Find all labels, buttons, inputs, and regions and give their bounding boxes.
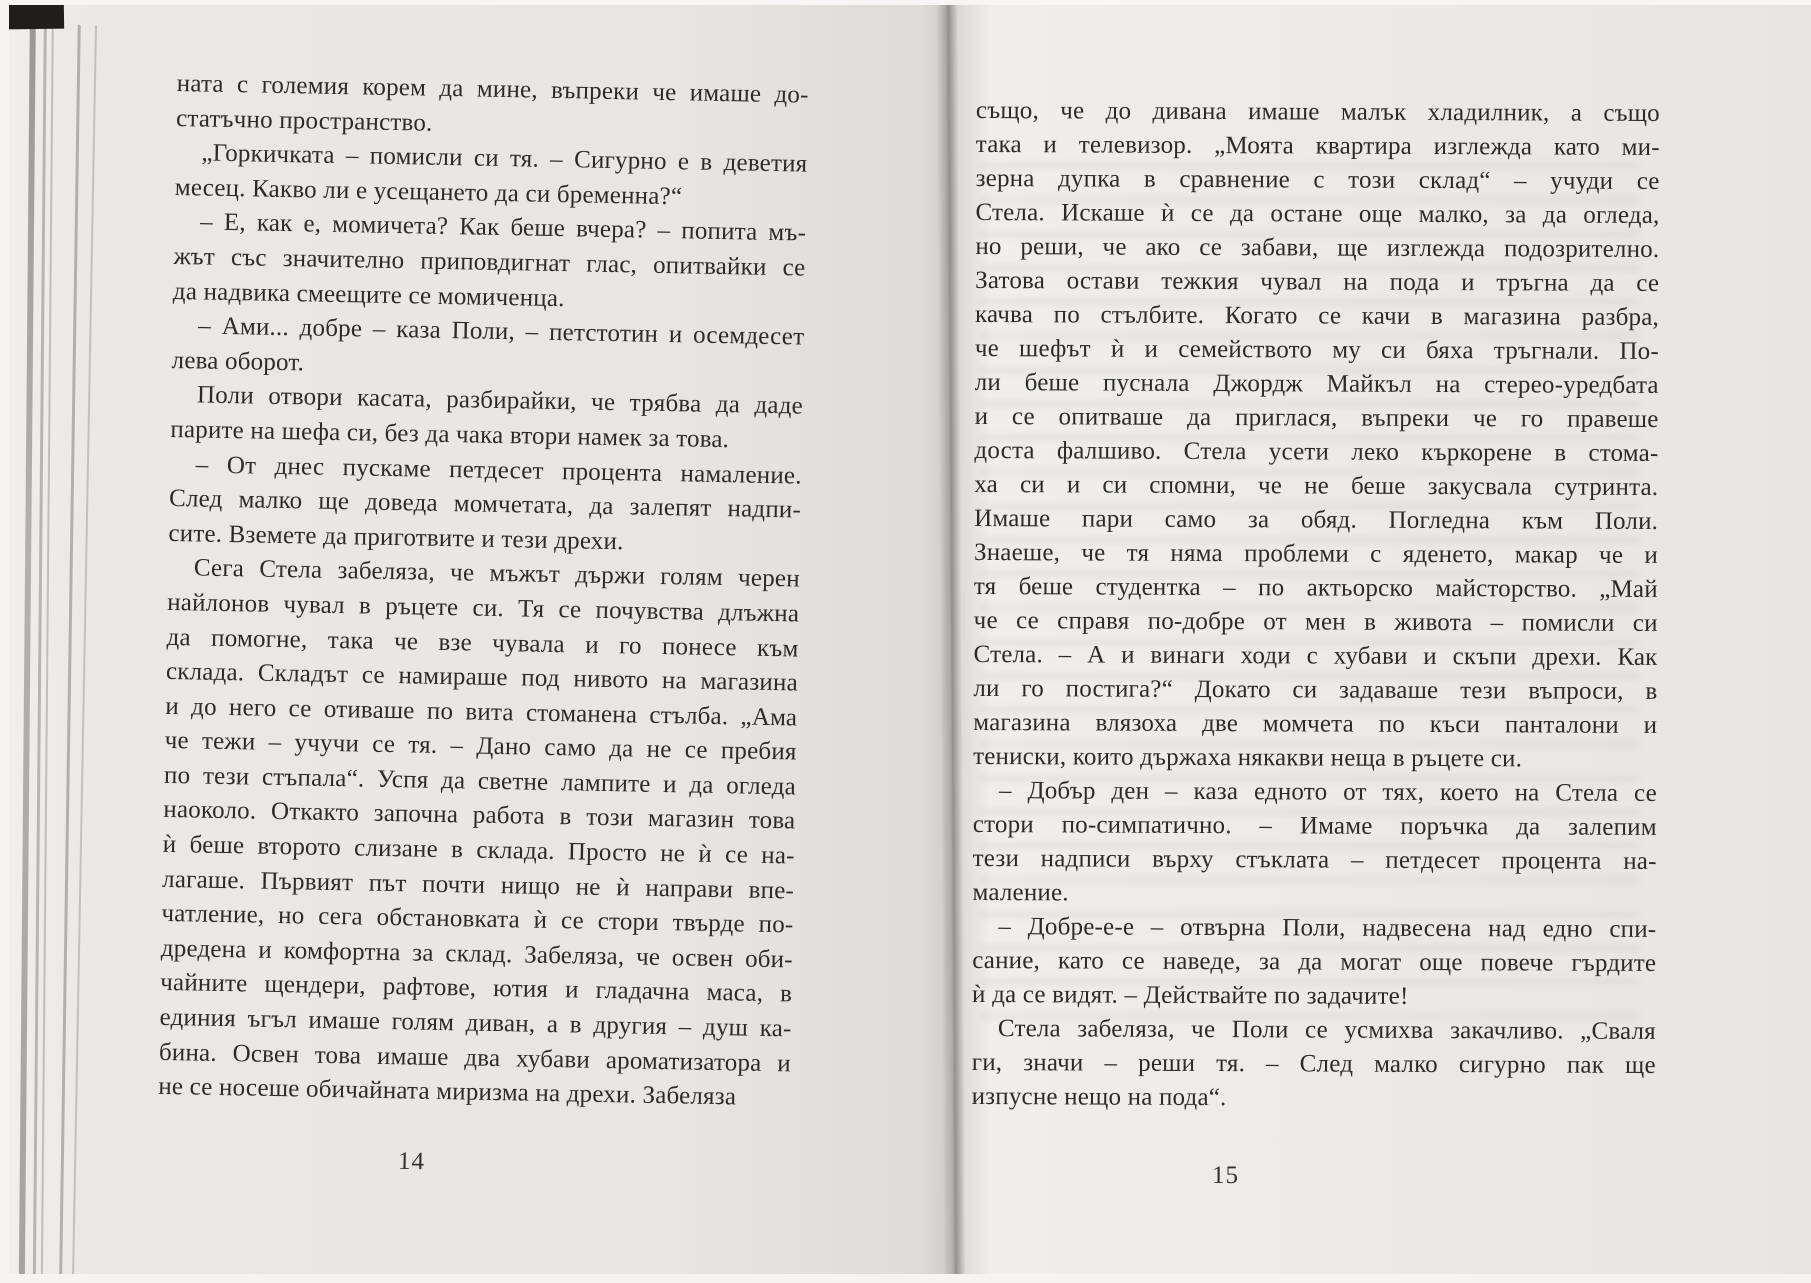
text-line: че се справя по-добре от мен в живота – помисли си <box>973 606 1658 637</box>
text-line: че тежи – учучи се тя. – Дано само да не се пребия <box>164 727 797 766</box>
text-line: ли го постига?“ Докато си задаваше тези въпроси, в <box>973 674 1658 705</box>
text-line: парите на шефа си, без да чака втори намек за това. <box>170 415 730 454</box>
page-edge-line <box>32 24 46 1283</box>
text-line: магазина влязоха две момчета по къси панталони и <box>973 708 1658 739</box>
text-line: че шефът ѝ и семейството му си бяха тръгнали. По- <box>974 334 1659 365</box>
text-line: месец. Какво ли е усещането да си бременна?“ <box>174 173 683 211</box>
text-line: – Е, как е, момичета? Как беше вчера? – попита мъ- <box>199 208 807 247</box>
left-page-text <box>158 70 809 1119</box>
text-line: изпусне нещо на пода“. <box>971 1082 1227 1112</box>
right-page-text <box>972 97 1660 1120</box>
text-line: сание, като се наведе, за да могат още повече гърдите <box>972 946 1657 977</box>
text-line: – Ами... добре – каза Поли, – петстотин и осемдесет <box>198 312 805 351</box>
text-line: не се носеше обичайната миризма на дрехи. Забеляза <box>158 1073 737 1111</box>
page-edge-lines <box>0 0 160 1283</box>
text-line: ѝ беше второто слизане в склада. Просто не ѝ се на- <box>162 830 795 870</box>
page-number-right: 15 <box>1212 1162 1239 1189</box>
text-line: стори по-симпатично. – Имаме поръчка да залепим <box>972 810 1657 841</box>
text-line: Сега Стела забеляза, че мъжът държи голям черен <box>193 554 801 593</box>
text-line: лева оборот. <box>171 346 305 377</box>
text-line: ли беше пуснала Джордж Майкъл на стерео-уредбата <box>974 368 1659 399</box>
text-line: тениски, които държаха някакви неща в ръцете си. <box>973 742 1523 773</box>
text-line: ната с големия корем да мине, въпреки че имаше до- <box>176 70 809 109</box>
text-line: ха си и си спомни, че не беше закусвала сутринта. <box>974 470 1659 501</box>
text-line: по тези стъпала“. Успя да светне лампите и да огледа <box>163 761 797 801</box>
text-line: – Добре-е-е – отвърна Поли, надвесена над едно спи- <box>998 913 1657 943</box>
text-line: зерна дупка в сравнение с този склад“ – учуди се <box>975 164 1660 195</box>
text-line: Стела. – А и винаги ходи с хубави и скъпи дрехи. Как <box>973 640 1658 671</box>
text-line: да помогне, така че взе чувала и го понесе към <box>166 623 799 662</box>
text-line: доста фалшиво. Стела усети леко къркорене в стома- <box>974 436 1659 467</box>
scan-edge-left <box>0 0 9 1283</box>
page-edge-line <box>18 24 35 1283</box>
scan-edge-bottom <box>0 1274 1811 1283</box>
text-line: също, че до дивана имаше малък хладилник, а също <box>975 97 1660 127</box>
text-line: наоколо. Откакто започна работа в този магазин това <box>163 796 796 835</box>
text-line: маление. <box>972 878 1069 907</box>
text-line: дредена и комфортна за склад. Забеляза, че освен оби- <box>160 934 794 974</box>
text-line: След малко ще доведа момчетата, да залепят надпи- <box>168 485 802 524</box>
text-line: Затова остави тежкия чувал на пода и тръгна да се <box>975 266 1660 297</box>
text-line: ги, значи – реши тя. – След малко сигурно пак ще <box>971 1048 1656 1079</box>
text-line: тези надписи върху стъклата – петдесет процента на- <box>972 844 1657 875</box>
page-number-left: 14 <box>397 1147 426 1176</box>
text-line: лагаше. Първият път почти нищо не ѝ направи впе- <box>161 865 795 905</box>
text-line: единия ъгъл имаше голям диван, а в другия – душ ка- <box>159 1003 792 1043</box>
scan-edge-top <box>0 0 1811 5</box>
text-line: – От днес пускаме петдесет процента намаление. <box>195 450 802 490</box>
text-line: но реши, че ако се забави, ще изглежда подозрително. <box>975 232 1660 263</box>
text-line: „Горкичката – помисли си тя. – Сигурно е в деветия <box>201 139 808 178</box>
text-line: Поли отвори касата, разбирайки, че трябва да даде <box>196 381 804 420</box>
text-line: чайните щендери, рафтове, ютия и гладачна маса, в <box>160 969 793 1008</box>
text-line: да надвика смеещите се момиченца. <box>172 277 565 312</box>
scan-corner-artifact <box>8 4 64 30</box>
text-line: ѝ да се видят. – Действайте по задачите! <box>972 980 1409 1010</box>
text-line: качва по стълбите. Когато се качи в магазина разбра, <box>974 300 1660 331</box>
text-line: бина. Освен това имаше два хубави ароматизатора и <box>158 1038 792 1078</box>
text-line: чатление, но сега обстановката ѝ се стори твърде по- <box>161 900 794 939</box>
text-line: така и телевизор. „Моята квартира изглежда като ми- <box>975 130 1660 161</box>
text-line: и се опитваше да приглася, въпреки че го правеше <box>974 402 1659 433</box>
text-line: Имаше пари само за обяд. Погледна към Поли. <box>974 504 1659 535</box>
text-line: тя беше студентка – по актьорско майсторство. „Май <box>973 572 1658 603</box>
text-line: сите. Вземете да приготвите и тези дрехи. <box>168 519 624 555</box>
text-line: жът със значително приповдигнат глас, опитвайки се <box>173 242 806 282</box>
text-line: статъчно пространство. <box>175 104 433 137</box>
text-line: Знаеше, че тя няма проблеми с яденето, макар че и <box>973 538 1659 569</box>
text-line: – Добър ден – каза едното от тях, което на Стела се <box>998 777 1658 807</box>
text-line: найлонов чувал в ръцете си. Тя се почувства длъжна <box>166 588 800 628</box>
text-line: Стела. Искаше ѝ се да остане още малко, за да огледа, <box>975 198 1660 229</box>
text-line: и до него се отиваше по вита стоманена стълба. „Ама <box>165 692 798 732</box>
text-line: Стела забеляза, че Поли се усмихва закачливо. „Сваля <box>997 1015 1656 1045</box>
text-line: склада. Складът се намираше под нивото на магазина <box>165 657 799 697</box>
